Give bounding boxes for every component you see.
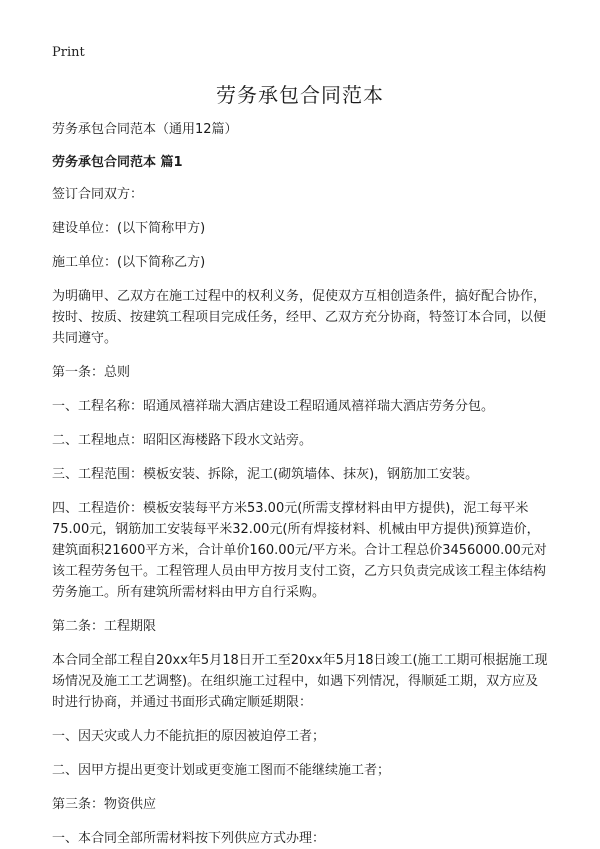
paragraph-force-majeure: 一、因天灾或人力不能抗拒的原因被迫停工者；: [52, 729, 326, 744]
clause-heading-supply: 第三条：物资供应: [52, 797, 157, 812]
paragraph-party-b: 施工单位：(以下简称乙方): [52, 255, 206, 270]
paragraph-supply-method: 一、本合同全部所需材料按下列供应方式办理：: [52, 831, 326, 846]
print-link[interactable]: Print: [52, 45, 85, 60]
clause-heading-duration: 第二条：工程期限: [52, 619, 157, 634]
section-heading: 劳务承包合同范本 篇1: [52, 155, 183, 170]
paragraph-project-scope: 三、工程范围：模板安装、拆除，泥工(砌筑墙体、抹灰)，钢筋加工安装。: [52, 467, 479, 482]
paragraph-project-location: 二、工程地点：昭阳区海楼路下段水文站旁。: [52, 433, 313, 448]
paragraph-project-name: 一、工程名称：昭通凤禧祥瑞大酒店建设工程昭通凤禧祥瑞大酒店劳务分包。: [52, 399, 495, 414]
paragraph-parties: 签订合同双方：: [52, 187, 144, 202]
clause-heading-general: 第一条：总则: [52, 365, 131, 380]
paragraph-duration: 本合同全部工程自20xx年5月18日开工至20xx年5月18日竣工(施工工期可根据施工现场情况及施工工艺调整)。在组织施工过程中，如遇下列情况，得顺延工期，双方应及时进行协商，并通过书面形式确定顺延期限：: [52, 653, 548, 710]
paragraph-party-a: 建设单位：(以下简称甲方): [52, 221, 206, 236]
paragraph-preamble: 为明确甲、乙双方在施工过程中的权利义务，促使双方互相创造条件，搞好配合协作，按时、按质、按建筑工程项目完成任务，经甲、乙双方充分协商，特签订本合同，以便共同遵守。: [52, 289, 547, 346]
document-title: 劳务承包合同范本: [216, 83, 384, 107]
paragraph-project-cost: 四、工程造价：模板安装每平方米53.00元(所需支撑材料由甲方提供)，泥工每平米75.00元，钢筋加工安装每平米32.00元(所有焊接材料、机械由甲方提供)预算造价，建筑面积21600平方米，合计单价160.00元/平方米。合计工程总价3456000.00元对该工程劳务包干。工程管理人员由甲方按月支付工资，乙方只负责完成该工程主体结构劳务施工。所有建筑所需材料由甲方自行采购。: [52, 501, 547, 600]
paragraph-plan-change: 二、因甲方提出更变计划或更变施工图而不能继续施工者；: [52, 763, 391, 778]
document-subtitle: 劳务承包合同范本（通用12篇）: [52, 122, 238, 137]
